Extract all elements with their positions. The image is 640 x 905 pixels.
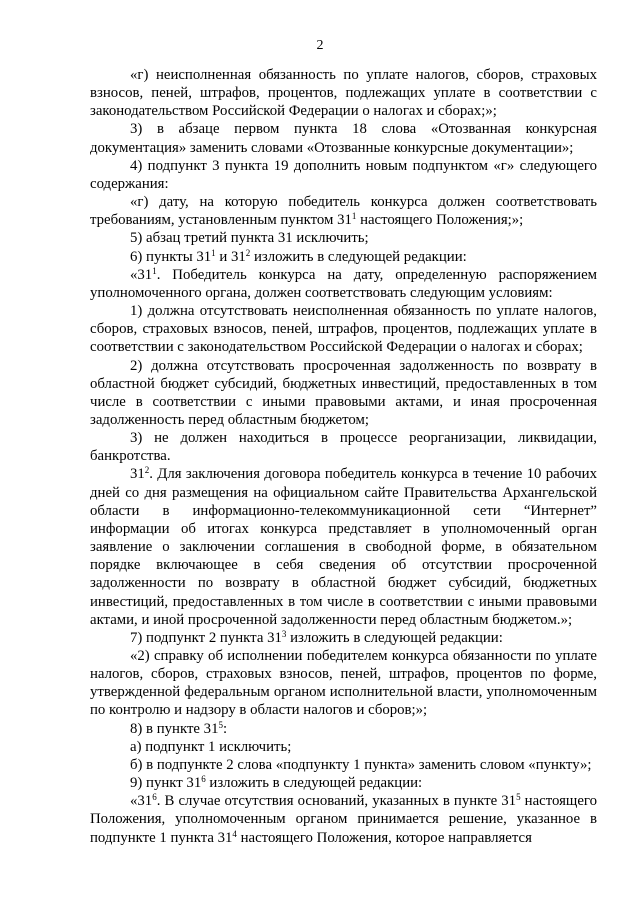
paragraph: [90, 774, 597, 792]
text-segment: «31: [130, 266, 153, 283]
text-segment: 5) абзац третий пункта 31 исключить;: [130, 230, 369, 247]
text-segment: «г) неисполненная обязанность по уплате налогов, сборов, страховых взносов, пеней, штрафов, процентов, подлежащих уплате в соответствии с законодательством Российской Федерации о налогах и сборах;»;: [90, 67, 597, 120]
superscript-index: 6: [201, 774, 206, 785]
document-body: [90, 66, 597, 847]
superscript-index: 1: [211, 247, 216, 258]
text-segment: 3) не должен находиться в процессе реорганизации, ликвидации, банкротства.: [90, 430, 597, 465]
text-segment: изложить в следующей редакции:: [205, 775, 423, 792]
text-segment: . Для заключения договора победитель конкурса в течение 10 рабочих дней со дня размещения на официальном сайте Правительства Архангельской области в информационно-телекоммуникационной сети “Интернет” информации об итогах конкурса представляет в уполномоченный орган заявление о заключении соглашения в свободной форме, в обязательном порядке включающее в себя сведения об отсутствии просроченной задолженности по возврату в областной бюджет субсидий, бюджетных инвестиций, предоставленных в том числе в соответствии с иными правовыми актами, и иной просроченной задолженности перед областным бюджетом.»;: [90, 466, 597, 628]
text-segment: 9) пункт 31: [130, 775, 202, 792]
paragraph: [90, 266, 597, 302]
paragraph: [90, 229, 597, 247]
text-segment: :: [222, 720, 228, 737]
paragraph: [90, 647, 597, 720]
text-segment: 3) в абзаце первом пункта 18 слова «Отозванная конкурсная документация» заменить словами «Отозванные конкурсные документации»;: [90, 121, 597, 156]
paragraph: [90, 629, 597, 647]
text-segment: 2) должна отсутствовать просроченная задолженность по возврату в областной бюджет субсидий, бюджетных инвестиций, предоставленных в том числе в соответствии с иными правовыми актами, и иная просроченная задолженность перед областным бюджетом;: [90, 357, 597, 428]
superscript-index: 4: [232, 828, 237, 839]
text-segment: . Победитель конкурса на дату, определенную распоряжением уполномоченного органа, должен соответствовать следующим условиям:: [90, 266, 597, 301]
text-segment: настоящего Положения, уполномоченным органом принимается решение, указанное в подпункте 1 пункта 31: [90, 793, 597, 846]
superscript-index: 5: [218, 719, 223, 730]
text-segment: 8) в пункте 31: [130, 720, 219, 737]
superscript-index: 2: [144, 465, 150, 476]
superscript-index: 2: [245, 247, 251, 258]
paragraph: [90, 738, 597, 756]
superscript-index: 1: [351, 211, 357, 222]
superscript-index: 1: [152, 265, 157, 276]
page-number: 2: [316, 38, 324, 53]
text-segment: . В случае отсутствия оснований, указанных в пункте 31: [156, 793, 517, 810]
text-segment: изложить в следующей редакции:: [250, 248, 467, 265]
paragraph: [90, 302, 597, 356]
superscript-index: 3: [281, 628, 287, 639]
text-segment: 6) пункты 31: [130, 248, 212, 265]
text-segment: «2) справку об исполнении победителем конкурса обязанности по уплате налогов, сборов, страховых взносов, пеней, штрафов, процентов по форме, утвержденной федеральным органом исполнительной власти, уполномоченным по контролю и надзору в области налогов и сборов;»;: [90, 648, 597, 719]
text-segment: настоящего Положения, которое направляется: [236, 829, 532, 846]
text-segment: настоящего Положения;»;: [356, 212, 524, 229]
superscript-index: 5: [516, 792, 521, 803]
paragraph: [90, 720, 597, 738]
paragraph: [90, 429, 597, 465]
text-segment: изложить в следующей редакции:: [286, 629, 503, 646]
paragraph: [90, 120, 597, 156]
paragraph: [90, 193, 597, 229]
text-segment: и 31: [215, 248, 246, 265]
text-segment: «г) дату, на которую победитель конкурса должен соответствовать требованиям, установленным пунктом 31: [90, 194, 597, 229]
paragraph: [90, 248, 597, 266]
text-segment: а) подпункт 1 исключить;: [130, 738, 292, 755]
paragraph: [90, 66, 597, 120]
paragraph: [90, 157, 597, 193]
text-segment: б) в подпункте 2 слова «подпункту 1 пункта» заменить словом «пункту»;: [130, 756, 592, 773]
text-segment: «31: [130, 793, 153, 810]
paragraph: [90, 357, 597, 430]
text-segment: 7) подпункт 2 пункта 31: [130, 629, 282, 646]
text-segment: 31: [130, 466, 145, 483]
superscript-index: 6: [152, 792, 157, 803]
paragraph: [90, 792, 597, 846]
text-segment: 1) должна отсутствовать неисполненная обязанность по уплате налогов, сборов, страховых взносов, пеней, штрафов, процентов, подлежащих уплате в соответствии с законодательством Российской Федерации о налогах и сборах;: [90, 303, 597, 356]
paragraph: [90, 756, 597, 774]
paragraph: [90, 465, 597, 628]
text-segment: 4) подпункт 3 пункта 19 дополнить новым подпунктом «г» следующего содержания:: [90, 157, 597, 192]
